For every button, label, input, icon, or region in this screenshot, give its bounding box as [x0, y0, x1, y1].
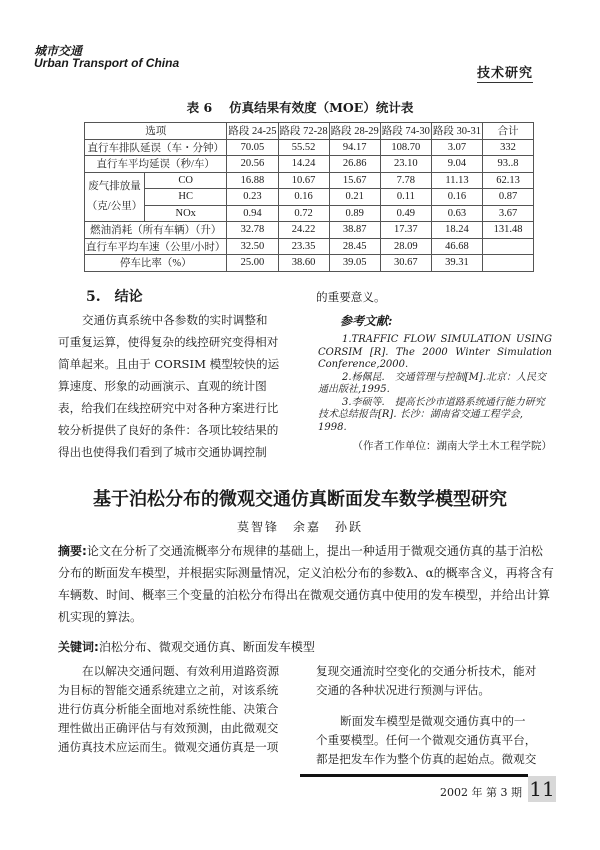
table-cell: 62.13 — [483, 172, 534, 189]
column-header: 路段 72-28 — [278, 123, 329, 140]
row-label: 停车比率（%） — [85, 255, 227, 272]
column-header: 路段 28-29 — [329, 123, 380, 140]
table-cell: 3.67 — [483, 205, 534, 222]
text-line: 简单起来。且由于 CORSIM 模型较快的运 — [58, 357, 280, 371]
reference-item: 2.杨佩昆. 交通管理与控制[M].北京：人民交通出版社,1995. — [318, 371, 546, 395]
table-cell: 0.16 — [278, 189, 329, 206]
table-cell: 39.31 — [431, 255, 482, 272]
table-cell: 0.49 — [380, 205, 431, 222]
text-line: 表，给我们在线控研究中对各种方案进行比 — [58, 401, 279, 415]
text-line: 都是把发车作为整个仿真的起始点。微观交 — [316, 752, 537, 766]
table-cell: 23.10 — [380, 156, 431, 173]
table-cell: 30.67 — [380, 255, 431, 272]
row-label: 直行车平均延误（秒/车） — [85, 156, 227, 173]
table-cell: 25.00 — [227, 255, 278, 272]
keywords-text: 泊松分布、微观交通仿真、断面发车模型 — [98, 640, 315, 654]
text-line: 交通仿真系统中各参数的实时调整和 — [82, 313, 268, 327]
row-label: HC — [145, 189, 227, 206]
table-cell: 0.23 — [227, 189, 278, 206]
abstract — [58, 540, 554, 628]
table-cell: 0.89 — [329, 205, 380, 222]
column-header: 路段 74-30 — [380, 123, 431, 140]
table-cell: 26.86 — [329, 156, 380, 173]
column-header: 合计 — [483, 123, 534, 140]
row-label: NOx — [145, 205, 227, 222]
table-row — [85, 238, 534, 255]
table-cell: 10.67 — [278, 172, 329, 189]
table-row — [85, 255, 534, 272]
column-header: 选项 — [85, 123, 227, 140]
body-right-column — [316, 662, 556, 769]
table-cell: 332 — [483, 139, 534, 156]
text-line: 较分析提供了良好的条件：各项比较结果的 — [58, 423, 279, 437]
article-title: 基于泊松分布的微观交通仿真断面发车数学模型研究 — [93, 489, 507, 510]
table-cell: 28.09 — [380, 238, 431, 255]
text-line: 在以解决交通问题、有效利用道路资源 — [82, 664, 280, 678]
section-label: 技术研究 — [477, 62, 533, 83]
table-row — [85, 172, 534, 189]
table-cell: 93..8 — [483, 156, 534, 173]
table-cell: 7.78 — [380, 172, 431, 189]
table-cell: 0.87 — [483, 189, 534, 206]
table-cell: 0.16 — [431, 189, 482, 206]
table-cell: 16.88 — [227, 172, 278, 189]
footer-rule — [300, 774, 528, 777]
abstract-label: 摘要: — [58, 544, 87, 558]
text-line: 个重要模型。任何一个微观交通仿真平台， — [316, 733, 537, 747]
table-cell: 14.24 — [278, 156, 329, 173]
conclusion-text — [58, 309, 298, 463]
column-header: 路段 30-31 — [431, 123, 482, 140]
table-row — [85, 156, 534, 173]
table-cell: 38.60 — [278, 255, 329, 272]
issue-label: 2002 年 第 3 期 — [440, 786, 522, 799]
text-line: 交通的各种状况进行预测与评估。 — [316, 683, 490, 697]
conclusion-continuation: 的重要意义。 — [316, 290, 386, 304]
table-cell: 38.87 — [329, 222, 380, 239]
moe-table — [84, 122, 534, 272]
table-cell: 3.07 — [431, 139, 482, 156]
table-cell: 46.68 — [431, 238, 482, 255]
table-cell: 24.22 — [278, 222, 329, 239]
table-cell: 20.56 — [227, 156, 278, 173]
table-cell: 32.50 — [227, 238, 278, 255]
journal-name-en: Urban Transport of China — [34, 56, 180, 70]
article-authors: 莫智锋 余嘉 孙跃 — [236, 520, 363, 534]
table-caption: 表 6 仿真结果有效度（MOE）统计表 — [186, 100, 414, 115]
keywords-label: 关键词: — [58, 640, 99, 654]
table-cell: 28.45 — [329, 238, 380, 255]
table-cell: 108.70 — [380, 139, 431, 156]
text-line: 进行仿真分析能全面地对系统性能、决策合 — [58, 702, 279, 716]
row-label: 燃油消耗（所有车辆）（升） — [85, 222, 227, 239]
row-label: CO — [145, 172, 227, 189]
table-row — [85, 205, 534, 222]
table-cell: 0.63 — [431, 205, 482, 222]
text-line: 得出也使得我们看到了城市交通协调控制 — [58, 445, 267, 459]
table-cell: 11.13 — [431, 172, 482, 189]
column-header: 路段 24-25 — [227, 123, 278, 140]
table-row — [85, 222, 534, 239]
table-cell: 70.05 — [227, 139, 278, 156]
text-line: 断面发车模型是微观交通仿真中的一 — [340, 714, 526, 728]
row-label: 直行车排队延误（车・分钟） — [85, 139, 227, 156]
table-cell: 15.67 — [329, 172, 380, 189]
reference-item: 3.李硕等. 提高长沙市道路系统通行能力研究技术总结报告[R]. 长沙：湖南省交通工程学会, 1998. — [318, 396, 545, 433]
table-header-row — [85, 123, 534, 140]
table-cell — [483, 255, 534, 272]
row-group-label: 废气排放量（克/公里） — [85, 172, 145, 222]
table-cell: 94.17 — [329, 139, 380, 156]
page-number: 11 — [529, 777, 555, 801]
text-line: 复现交通流时空变化的交通分析技术，能对 — [316, 664, 537, 678]
table-cell: 23.35 — [278, 238, 329, 255]
table-cell: 9.04 — [431, 156, 482, 173]
table-cell: 55.52 — [278, 139, 329, 156]
text-line: 可重复运算，使得复杂的线控研究变得相对 — [58, 335, 279, 349]
table-cell: 17.37 — [380, 222, 431, 239]
references-heading: 参考文献: — [340, 314, 393, 328]
reference-item: 1.TRAFFIC FLOW SIMULATION USING CORSIM [R]. The 2000 Winter Simulation Conference,2000. — [318, 334, 552, 370]
table-cell: 0.72 — [278, 205, 329, 222]
text-line: 为目标的智能交通系统建立之前，对该系统 — [58, 683, 279, 697]
table-cell: 0.21 — [329, 189, 380, 206]
table-cell: 32.78 — [227, 222, 278, 239]
body-left-column — [58, 662, 298, 757]
references-list — [318, 334, 552, 453]
table-row — [85, 189, 534, 206]
table-cell: 0.11 — [380, 189, 431, 206]
keywords — [58, 636, 554, 658]
text-line: 算速度、形象的动画演示、直观的统计图 — [58, 379, 267, 393]
author-affiliation: （作者工作单位：湖南大学土木工程学院） — [352, 440, 552, 452]
row-label: 直行车平均车速（公里/小时） — [85, 238, 227, 255]
table-cell: 39.05 — [329, 255, 380, 272]
text-line: 理性做出正确评估与有效预测，由此微观交 — [58, 721, 279, 735]
table-cell: 0.94 — [227, 205, 278, 222]
table-cell: 131.48 — [483, 222, 534, 239]
text-line: 通仿真技术应运而生。微观交通仿真是一项 — [58, 740, 279, 754]
table-cell: 18.24 — [431, 222, 482, 239]
section-heading: 5. 结论 — [86, 289, 143, 305]
abstract-block — [58, 540, 554, 658]
table-row — [85, 139, 534, 156]
journal-name-cn: 城市交通 — [34, 44, 83, 58]
table-cell — [483, 238, 534, 255]
abstract-text: 论文在分析了交通流概率分布规律的基础上，提出一种适用于微观交通仿真的基于泊松分布的断面发车模型，并根据实际测量情况，定义泊松分布的参数λ、α的概率含义，再将含有车辆数、时间、概率三个变量的泊松分布得出在微观交通仿真中使用的发车模型，并给出计算机实现的算法。 — [58, 544, 554, 624]
